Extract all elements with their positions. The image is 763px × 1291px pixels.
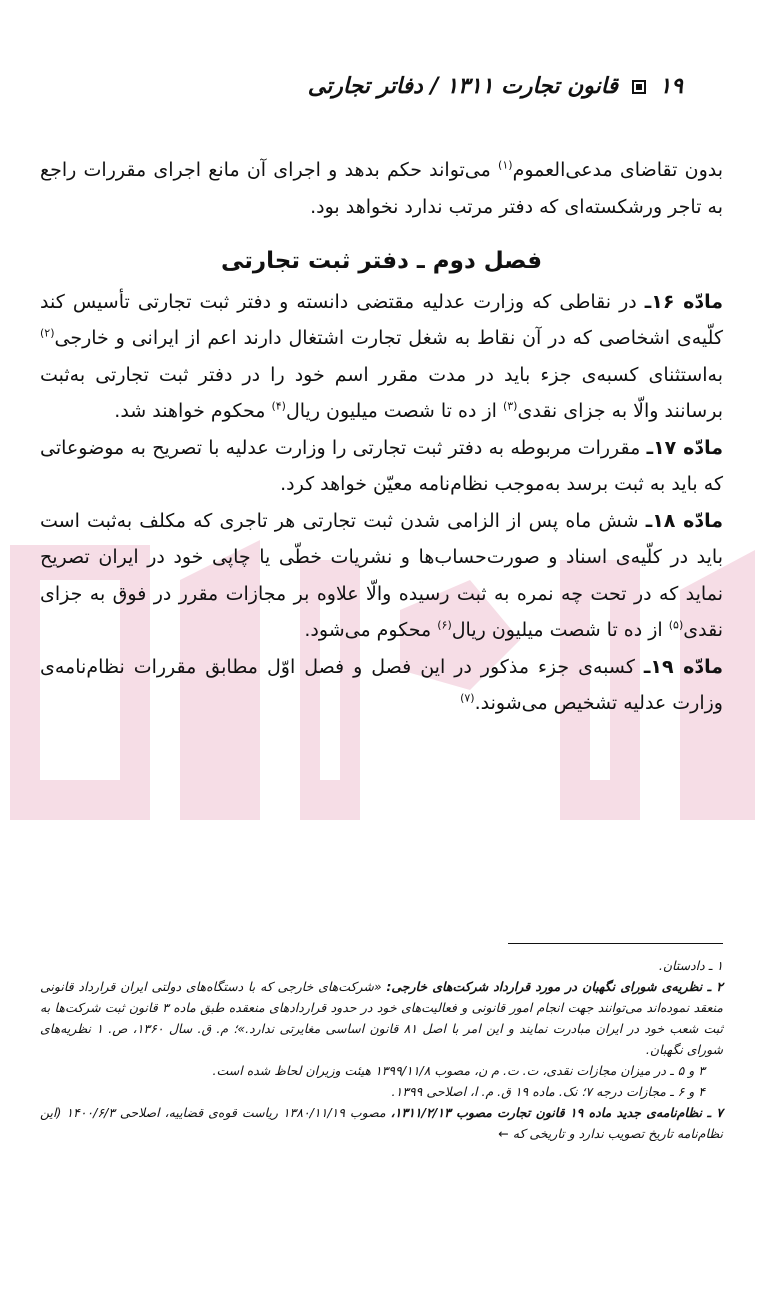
footnote-ref: (۱) <box>498 158 513 172</box>
article-label: مادّه ۱۸ـ <box>645 509 723 532</box>
article-16: مادّه ۱۶ـ در نقاطی که وزارت عدلیه مقتضی دانسته و دفتر ثبت تجارتی تأسیس کند کلّیه‌ی اشخاصی که در آن نقاط به شغل تجارت اشتغال دارند اعم از ایرانی و خارجی$^{(۲)}$ به‌استثنای کسبه‌ی جزء باید در مدت مقرر اسم خود را در دفتر ثبت تجارتی به‌ثبت برسانند والّا به جزای نقدی$^{(۳)}$ از ده تا شصت میلیون ریال$^{(۴)}$ محکوم خواهند شد. <box>40 290 724 422</box>
footnote-2: ۲ ـ نظریه‌ی شورای نگهبان در مورد قرارداد شرکت‌های خارجی: «شرکت‌های خارجی که با دستگاه‌های دولتی ایران قرارداد قانونی منعقد نموده‌اند می‌توانند جهت انجام امور قانونی و فعالیت‌های خود در حدود قراردادهای منعقده طبق ماده ۳ قانون ثبت شرکت‌ها به ثبت شعب خود در ایران مبادرت نمایند و این امر با اصل ۸۱ قانون اساسی مغایرتی ندارد.»؛ م. ق. سال ۱۳۶۰، ص. ۱ نظریه‌های شورای نگهبان. <box>40 979 724 1057</box>
footnote-ref: (۷) <box>460 691 475 705</box>
continuation-paragraph: بدون تقاضای مدعی‌العموم$^{(۱)}$ می‌تواند حکم بدهد و اجرای آن مانع اجرای مقررات راجع به تاجر ورشکسته‌ای که دفتر مرتب ندارد نخواهد بود. <box>40 158 724 218</box>
page-number: ۱۹ <box>659 74 683 99</box>
article-19: مادّه ۱۹ـ کسبه‌ی جزء مذکور در این فصل و فصل اوّل مطابق مقررات نظام‌نامه‌ی وزارت عدلیه تشخیص می‌شوند.$^{(۷)}$ <box>40 655 723 714</box>
article-label: مادّه ۱۷ـ <box>646 436 723 459</box>
running-title: قانون تجارت ۱۳۱۱ / دفاتر تجارتی <box>307 74 619 99</box>
section-title: فصل دوم ـ دفتر ثبت تجارتی <box>220 248 543 274</box>
footnote-ref: (۴) <box>271 399 286 413</box>
footnote-3-5: ۳ و ۵ ـ در میزان مجازات نقدی، ت. ت. م ن، مصوب ۱۳۹۹/۱۱/۸ هیئت وزیران لحاظ شده است. <box>212 1063 705 1078</box>
footnote-1: ۱ ـ دادستان. <box>658 958 723 973</box>
footnotes <box>40 955 723 1144</box>
footnote-7: ۷ ـ نظام‌نامه‌ی جدید ماده ۱۹ قانون تجارت مصوب ۱۳۱۱/۲/۱۳، مصوب ۱۳۸۰/۱۱/۱۹ ریاست قوه‌ی قضاییه، اصلاحی ۱۴۰۰/۶/۳ (این نظام‌نامه تاریخ تصویب ندارد و تاریخی که ← <box>40 1105 723 1141</box>
footnote-ref: (۵) <box>668 618 684 632</box>
footnote-ref: (۳) <box>502 399 518 413</box>
article-label: مادّه ۱۹ـ <box>643 655 723 678</box>
square-ornament-icon <box>632 80 646 94</box>
article-17: مادّه ۱۷ـ مقررات مربوطه به دفتر ثبت تجارتی را وزارت عدلیه با تصریح به موضوعاتی که باید به ثبت برسد به‌موجب نظام‌نامه معیّن خواهد کرد. <box>40 436 723 495</box>
footnote-ref: (۶) <box>437 618 452 632</box>
main-text <box>40 152 723 722</box>
running-header <box>300 72 683 102</box>
article-label: مادّه ۱۶ـ <box>644 290 724 313</box>
footnote-ref: (۲) <box>40 326 55 340</box>
footnote-divider <box>508 943 723 944</box>
article-18: مادّه ۱۸ـ شش ماه پس از الزامی شدن ثبت تجارتی هر تاجری که مکلف به‌ثبت است باید در کلّیه‌ی اسناد و صورت‌حساب‌ها و نشریات خطّی یا چاپی خود در ایران تصریح نماید که در تحت چه نمره به ثبت رسیده والّا علاوه بر مجازات مقرر در فوق به جزای نقدی$^{(۵)}$ از ده تا شصت میلیون ریال$^{(۶)}$ محکوم می‌شود. <box>40 509 723 641</box>
footnote-4-6: ۴ و ۶ ـ مجازات درجه ۷؛ نک. ماده ۱۹ ق. م. ا، اصلاحی ۱۳۹۹. <box>391 1084 705 1099</box>
